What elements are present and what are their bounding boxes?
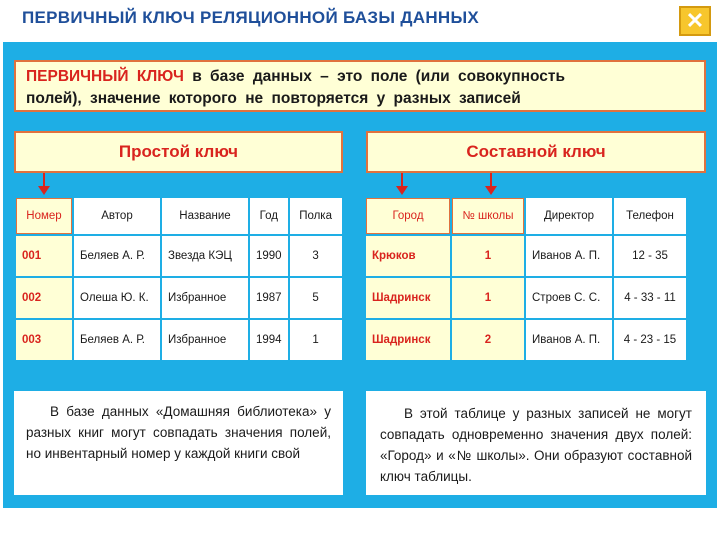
schools-table <box>364 196 688 362</box>
table-row <box>366 320 686 360</box>
table-cell: Шадринск <box>366 278 450 318</box>
table-cell: Избранное <box>162 278 248 318</box>
table-cell: 1990 <box>250 236 288 276</box>
definition-term: ПЕРВИЧНЫЙ КЛЮЧ <box>26 68 184 85</box>
column-header: № школы <box>452 198 524 234</box>
table-cell: 003 <box>16 320 72 360</box>
definition-line-2: полей), значение которого не повторяется у разных записей <box>26 90 521 107</box>
composite-key-label: Составной ключ <box>366 131 706 173</box>
column-header: Автор <box>74 198 160 234</box>
table-cell: 5 <box>290 278 342 318</box>
column-header: Номер <box>16 198 72 234</box>
composite-key-note <box>366 391 706 495</box>
simple-key-note-text: В базе данных «Домашняя библиотека» у разных книг могут совпадать значения полей, но инвентарный номер у каждой книги свой <box>26 404 331 461</box>
column-header: Телефон <box>614 198 686 234</box>
composite-key-arrow-city <box>401 173 403 187</box>
table-row <box>366 236 686 276</box>
definition-line-1 <box>26 66 694 88</box>
table-cell: Звезда КЭЦ <box>162 236 248 276</box>
composite-key-arrow-school <box>490 173 492 187</box>
table-cell: 12 - 35 <box>614 236 686 276</box>
definition-text-1: в базе данных – это поле (или совокупность <box>192 68 565 85</box>
column-header: Директор <box>526 198 612 234</box>
composite-key-arrow-school-head <box>485 186 497 195</box>
column-header: Полка <box>290 198 342 234</box>
table-cell: 4 - 33 - 11 <box>614 278 686 318</box>
table-cell: 001 <box>16 236 72 276</box>
close-button[interactable] <box>679 6 711 36</box>
table-cell: Иванов А. П. <box>526 320 612 360</box>
table-cell: 2 <box>452 320 524 360</box>
table-cell: Беляев А. Р. <box>74 236 160 276</box>
table-cell: Строев С. С. <box>526 278 612 318</box>
table-cell: 3 <box>290 236 342 276</box>
library-table <box>14 196 344 362</box>
simple-key-label: Простой ключ <box>14 131 343 173</box>
table-row <box>16 320 342 360</box>
simple-key-arrow-head <box>38 186 50 195</box>
composite-key-arrow-city-head <box>396 186 408 195</box>
table-cell: 1 <box>290 320 342 360</box>
definition-box <box>14 60 706 112</box>
title-bar <box>0 0 720 40</box>
column-header: Год <box>250 198 288 234</box>
column-header: Название <box>162 198 248 234</box>
simple-key-note <box>14 391 343 495</box>
table-cell: Избранное <box>162 320 248 360</box>
table-cell: Крюков <box>366 236 450 276</box>
simple-key-arrow <box>43 173 45 187</box>
table-cell: 1 <box>452 278 524 318</box>
table-cell: 4 - 23 - 15 <box>614 320 686 360</box>
table-cell: 1 <box>452 236 524 276</box>
table-cell: Беляев А. Р. <box>74 320 160 360</box>
table-header-row <box>16 198 342 234</box>
table-cell: Шадринск <box>366 320 450 360</box>
table-row <box>16 236 342 276</box>
table-cell: 1994 <box>250 320 288 360</box>
table-cell: 1987 <box>250 278 288 318</box>
page-title: ПЕРВИЧНЫЙ КЛЮЧ РЕЛЯЦИОННОЙ БАЗЫ ДАННЫХ <box>22 8 480 27</box>
table-cell: Иванов А. П. <box>526 236 612 276</box>
table-row <box>16 278 342 318</box>
table-row <box>366 278 686 318</box>
table-cell: Олеша Ю. К. <box>74 278 160 318</box>
table-cell: 002 <box>16 278 72 318</box>
composite-key-note-text: В этой таблице у разных записей не могут совпадать одновременно значения двух полей: «Город» и «№ школы». Они образуют составной ключ таблицы. <box>380 406 692 484</box>
close-icon: ✕ <box>685 8 705 33</box>
column-header: Город <box>366 198 450 234</box>
table-header-row <box>366 198 686 234</box>
